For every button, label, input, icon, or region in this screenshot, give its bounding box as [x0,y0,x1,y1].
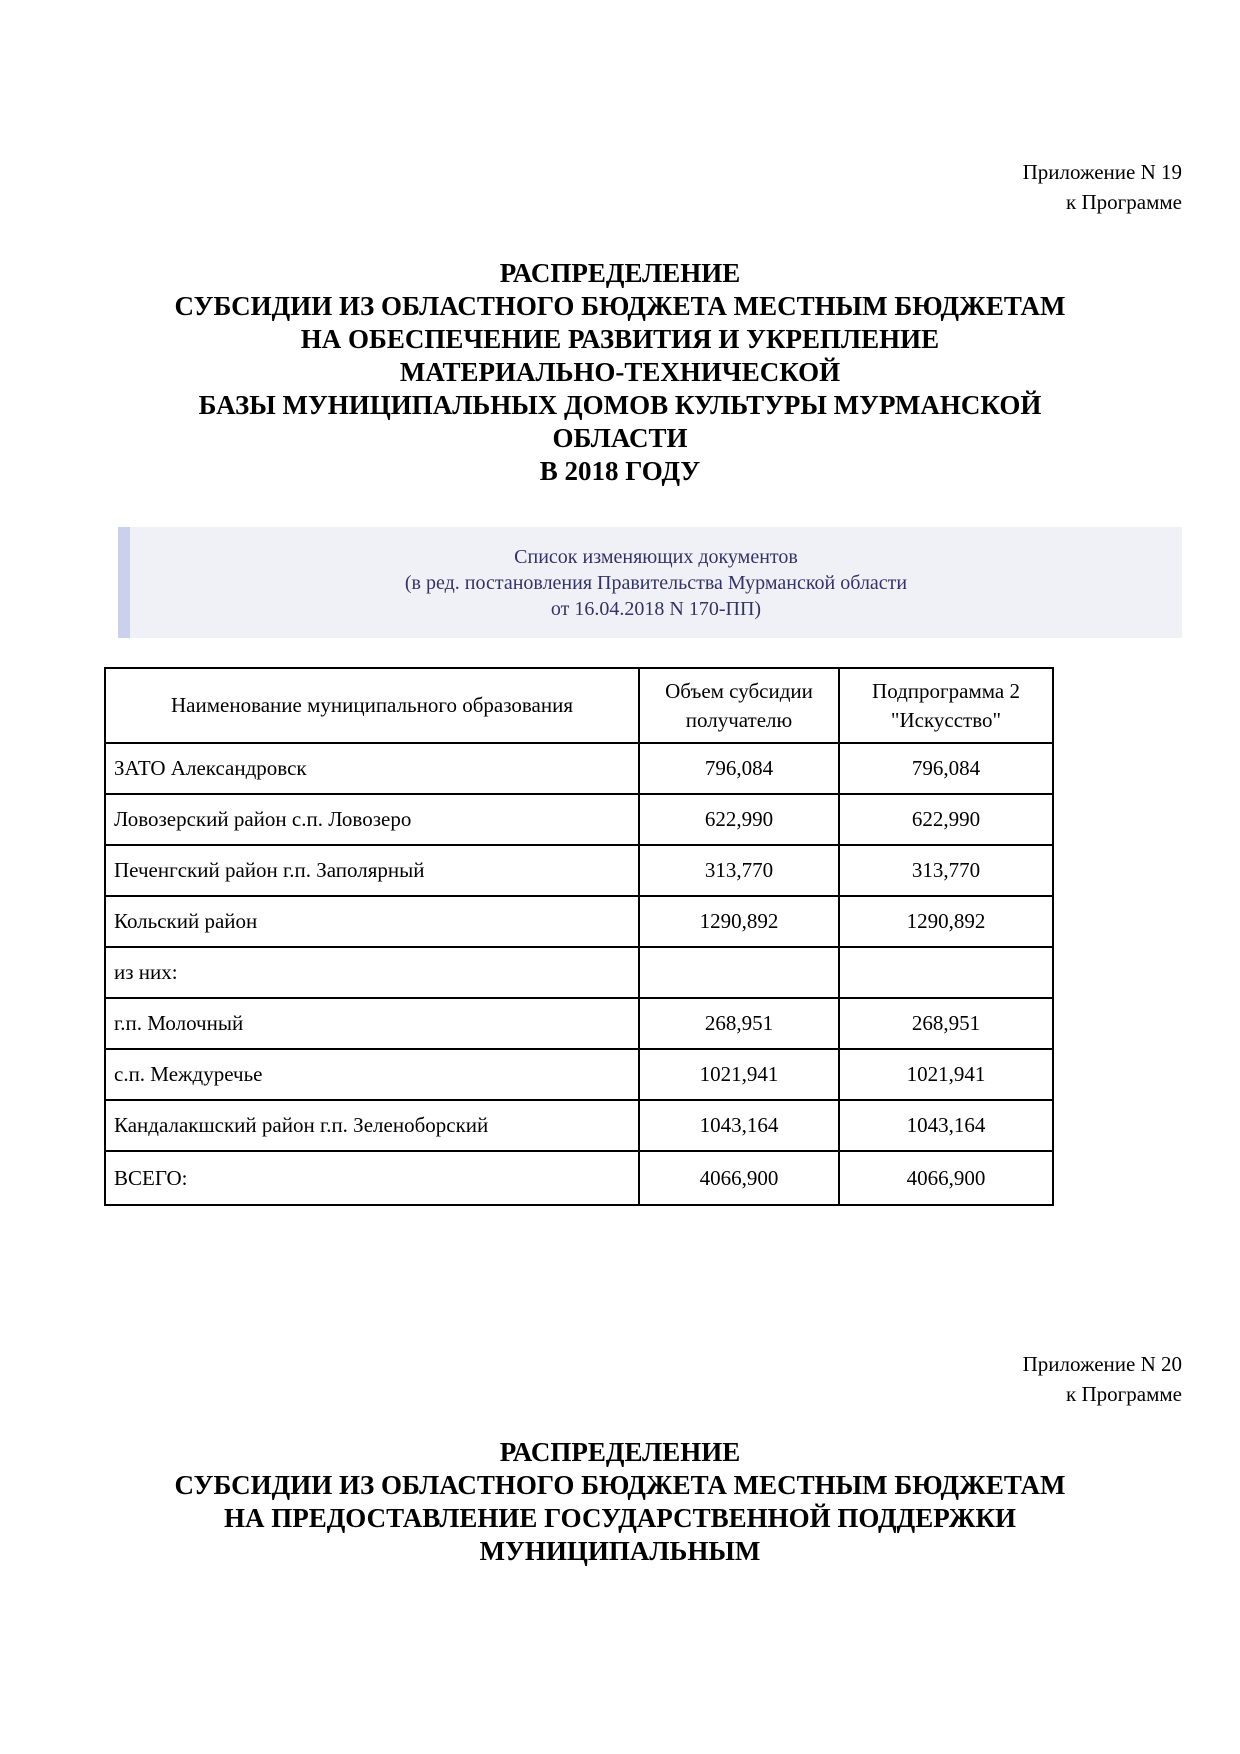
amendments-line: (в ред. постановления Правительства Мурманской области [404,571,908,594]
table-row [105,896,1053,947]
title-19-line: В 2018 ГОДУ [539,456,701,486]
title-19-line: ОБЛАСТИ [552,423,688,453]
cell-subprogram [839,947,1053,998]
appendix-19-number: Приложение N 19 [1022,160,1182,184]
table-row [105,743,1053,794]
cell-subprogram: 1021,941 [839,1049,1053,1100]
title-appendix-19 [0,257,1240,488]
title-19-line: БАЗЫ МУНИЦИПАЛЬНЫХ ДОМОВ КУЛЬТУРЫ МУРМАНСКОЙ [198,390,1042,420]
amendments-line: Список изменяющих документов [514,545,798,568]
col-header-subprogram: Подпрограмма 2 "Искусство" [839,668,1053,743]
table-row [105,1100,1053,1151]
title-20-line: МУНИЦИПАЛЬНЫМ [479,1536,761,1566]
title-19-line: СУБСИДИИ ИЗ ОБЛАСТНОГО БЮДЖЕТА МЕСТНЫМ БЮДЖЕТАМ [174,291,1066,321]
cell-municipality: Печенгский район г.п. Заполярный [105,845,639,896]
table-row [105,998,1053,1049]
cell-subprogram: 268,951 [839,998,1053,1049]
cell-municipality: Кандалакшский район г.п. Зеленоборский [105,1100,639,1151]
table-row [105,1049,1053,1100]
amendments-box [118,527,1182,638]
table-row [105,947,1053,998]
cell-municipality: с.п. Междуречье [105,1049,639,1100]
title-19-line: НА ОБЕСПЕЧЕНИЕ РАЗВИТИЯ И УКРЕПЛЕНИЕ [300,324,940,354]
subsidy-distribution-table [104,667,1054,1206]
cell-subprogram: 1290,892 [839,896,1053,947]
cell-total-subsidy: 4066,900 [639,1151,839,1205]
title-20-line: СУБСИДИИ ИЗ ОБЛАСТНОГО БЮДЖЕТА МЕСТНЫМ БЮДЖЕТАМ [174,1470,1066,1500]
cell-municipality: ЗАТО Александровск [105,743,639,794]
cell-subsidy: 313,770 [639,845,839,896]
cell-subprogram: 313,770 [839,845,1053,896]
appendix-19-program: к Программе [1066,190,1182,214]
cell-municipality: Ловозерский район с.п. Ловозеро [105,794,639,845]
appendix-19-reference [1023,157,1182,217]
cell-subsidy: 622,990 [639,794,839,845]
title-appendix-20 [0,1436,1240,1568]
cell-total-label: ВСЕГО: [105,1151,639,1205]
cell-subsidy: 268,951 [639,998,839,1049]
cell-subsidy [639,947,839,998]
cell-subsidy: 1290,892 [639,896,839,947]
table-row [105,794,1053,845]
cell-subprogram: 622,990 [839,794,1053,845]
cell-total-subprogram: 4066,900 [839,1151,1053,1205]
col-header-subsidy-volume: Объем субсидии получателю [639,668,839,743]
cell-subsidy: 1021,941 [639,1049,839,1100]
title-19-line: РАСПРЕДЕЛЕНИЕ [499,258,741,288]
table-row [105,845,1053,896]
cell-subsidy: 1043,164 [639,1100,839,1151]
appendix-20-program: к Программе [1066,1382,1182,1406]
title-20-line: НА ПРЕДОСТАВЛЕНИЕ ГОСУДАРСТВЕННОЙ ПОДДЕРЖКИ [223,1503,1017,1533]
cell-subprogram: 1043,164 [839,1100,1053,1151]
title-19-line: МАТЕРИАЛЬНО-ТЕХНИЧЕСКОЙ [399,357,841,387]
appendix-20-reference [1023,1349,1182,1409]
col-header-municipality: Наименование муниципального образования [105,668,639,743]
table-row-total [105,1151,1053,1205]
amendments-line: от 16.04.2018 N 170-ПП) [550,597,762,620]
table-header-row [105,668,1053,743]
appendix-20-number: Приложение N 20 [1022,1352,1182,1376]
cell-subsidy: 796,084 [639,743,839,794]
cell-municipality: из них: [105,947,639,998]
cell-subprogram: 796,084 [839,743,1053,794]
title-20-line: РАСПРЕДЕЛЕНИЕ [499,1437,741,1467]
cell-municipality: г.п. Молочный [105,998,639,1049]
cell-municipality: Кольский район [105,896,639,947]
